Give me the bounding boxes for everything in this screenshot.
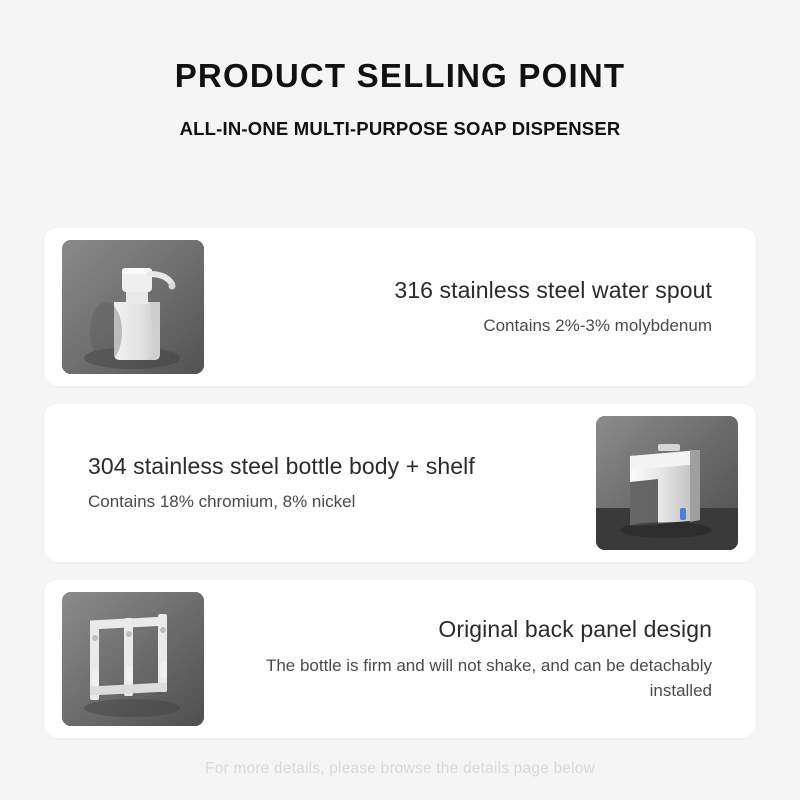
card-title: Original back panel design — [438, 616, 712, 643]
selling-point-card — [44, 404, 756, 562]
card-text-block — [204, 276, 738, 339]
back-panel-bracket-photo — [62, 592, 204, 726]
dispenser-body-shelf-photo — [596, 416, 738, 550]
page-title: PRODUCT SELLING POINT — [174, 57, 626, 94]
card-description: The bottle is firm and will not shake, and can be detachably installed — [265, 656, 712, 700]
footer-note: For more details, please browse the details page below — [205, 760, 595, 777]
page-header — [0, 0, 800, 140]
card-description: Contains 2%-3% molybdenum — [483, 316, 712, 336]
card-description: Contains 18% chromium, 8% nickel — [88, 492, 356, 512]
selling-point-card — [44, 228, 756, 386]
selling-point-card — [44, 580, 756, 738]
card-title: 304 stainless steel bottle body + shelf — [88, 452, 475, 479]
soap-dispenser-pump-photo — [62, 240, 204, 374]
card-title: 316 stainless steel water spout — [394, 276, 712, 303]
card-text-block — [62, 452, 596, 515]
page-subtitle: ALL-IN-ONE MULTI-PURPOSE SOAP DISPENSER — [179, 118, 621, 140]
selling-point-card-list — [44, 228, 756, 738]
card-text-block — [204, 615, 738, 703]
